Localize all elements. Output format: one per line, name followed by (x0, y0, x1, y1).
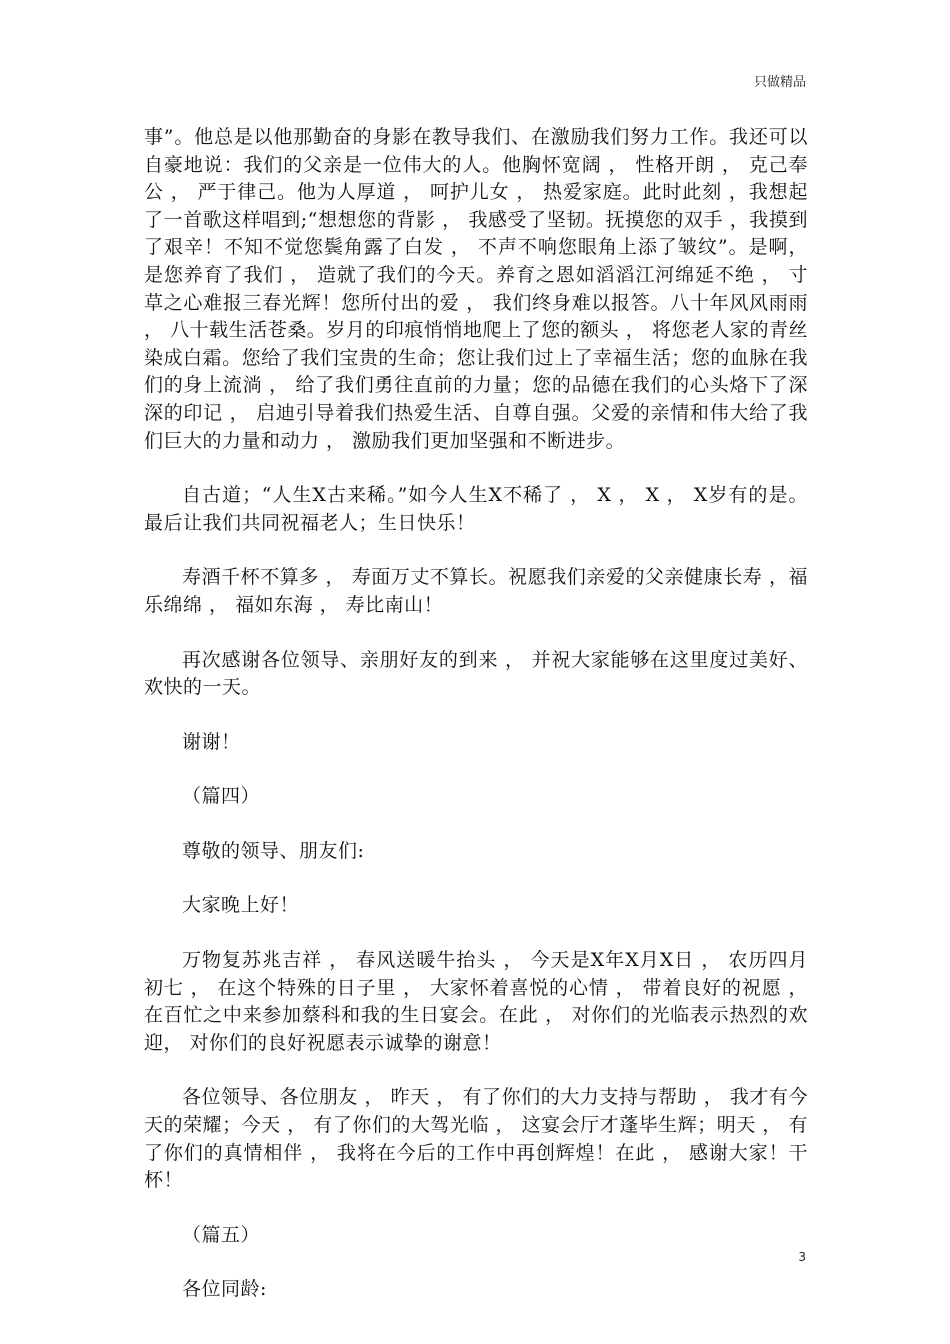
paragraph-greeting: 大家晚上好！ (182, 894, 300, 917)
paragraph-longevity-wish: 寿酒千杯不算多 ， 寿面万丈不算长。祝愿我们亲爱的父亲健康长寿 ，福乐绵绵 ， 福如东海 ， 寿比南山！ (144, 566, 808, 616)
paragraph-thanks-guests: 再次感谢各位领导、亲朋好友的到来 ， 并祝大家能够在这里度过美好、欢快的一天。 (144, 648, 808, 699)
paragraph-father-tribute: 事”。他总是以他那勤奋的身影在教导我们、在激励我们努力工作。我还可以自豪地说：我们的父亲是一位伟大的人。他胸怀宽阔 ， 性格开朗 ， 克己奉公 ， 严于律己。他为人厚道 ， 呵护儿女 ， 热爱家庭。此时此刻 ，我想起了一首歌这样唱到;“想想您的背影 ， 我感受了坚韧。抚摸您的双手 ，我摸到了艰辛！不知不觉您鬓角露了白发 ， 不声不响您眼角上添了皱纹”。是啊， 是您养育了我们 ， 造就了我们的今天。养育之恩如滔滔江河绵延不绝 ， 寸草之心难报三春光辉！您所付出的爱 ， 我们终身难以报答。八十年风风雨雨 ， 八十载生活苍桑。岁月的印痕悄悄地爬上了您的额头 ， 将您老人家的青丝染成白霜。您给了我们宝贵的生命；您让我们过上了幸福生活；您的血脉在我们的身上流淌 ， 给了我们勇往直前的力量；您的品德在我们的心头烙下了深深的印记 ， 启迪引导着我们热爱生活、自尊自强。父爱的亲情和伟大给了我们巨大的力量和动力 ， 激励我们更加坚强和不断进步。 (144, 126, 815, 452)
section-heading-part-four: （篇四） (182, 785, 261, 808)
page-number: 3 (798, 1250, 806, 1264)
paragraph-salutation-peers: 各位同龄: (182, 1278, 267, 1301)
section-heading-part-five: （篇五） (182, 1223, 261, 1246)
paragraph-birthday-welcome: 万物复苏兆吉祥 ， 春风送暖牛抬头 ， 今天是X年X月X日 ， 农历四月初七 ， 在这个特殊的日子里 ， 大家怀着喜悦的心情 ， 带着良好的祝愿 ， 在百忙之中来参加蔡科和我的生日宴会。在此 ， 对你们的光临表示热烈的欢迎， 对你们的良好祝愿表示诚挚的谢意！ (144, 949, 815, 1054)
document-body (144, 124, 815, 1304)
paragraph-toast: 各位领导、各位朋友 ， 昨天 ， 有了你们的大力支持与帮助 ， 我才有今天的荣耀；今天 ， 有了你们的大驾光临 ， 这宴会厅才蓬毕生辉；明天 ， 有了你们的真情相伴 ， 我将在今后的工作中再创辉煌！在此 ， 感谢大家！干杯！ (144, 1086, 808, 1192)
paragraph-salutation: 尊敬的领导、朋友们: (182, 839, 365, 862)
paragraph-thank-you: 谢谢！ (182, 730, 241, 753)
paragraph-ancient-saying: 自古道；“人生X古来稀。”如今人生X不稀了 ， X ， X ， X岁有的是。最后让我们共同祝福老人；生日快乐！ (144, 484, 808, 534)
header-mark: 只做精品 (753, 75, 806, 90)
